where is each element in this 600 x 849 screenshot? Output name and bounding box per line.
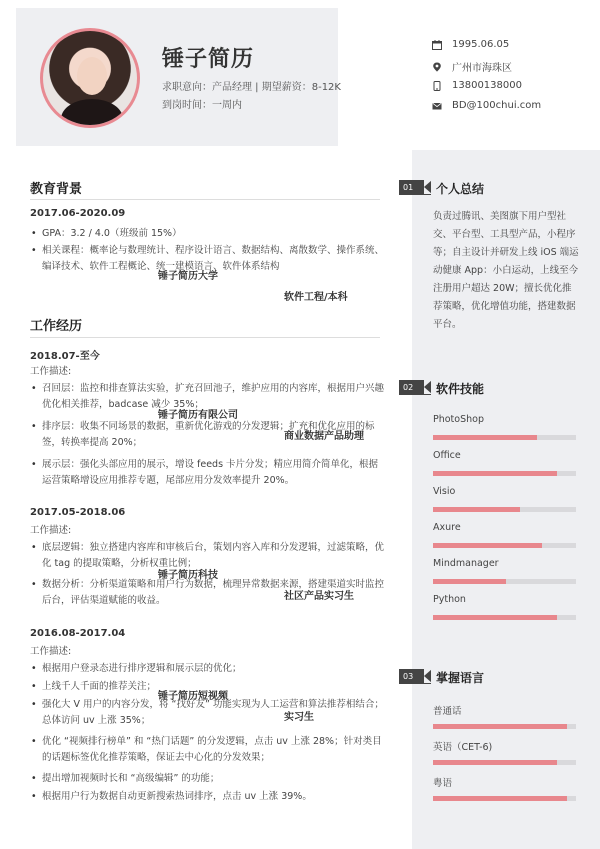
skill-label: Mindmanager <box>433 558 499 569</box>
skill-label: Office <box>433 450 461 461</box>
language-bar-fill <box>433 796 567 801</box>
skill-bar <box>433 543 576 548</box>
avatar <box>40 28 140 128</box>
candidate-name: 锤子简历 <box>162 47 255 72</box>
location-text: 广州市海珠区 <box>452 63 512 74</box>
job-item: • 根据用户登录态进行排序逻辑和展示层的优化； <box>30 661 386 677</box>
avatar-face-shape <box>77 57 107 95</box>
skill-bar <box>433 579 576 584</box>
skill-label: PhotoShop <box>433 414 484 425</box>
skill-label: Axure <box>433 522 461 533</box>
job-role: 实习生 <box>284 712 314 723</box>
job-desc-label: 工作描述: <box>30 646 72 657</box>
skill-bar-fill <box>433 615 557 620</box>
language-bar <box>433 760 576 765</box>
summary-text: 负责过腾讯、美图旗下用户型社交、平台型、工具型产品，小程序等；自主设计并研发上线 iOS 端运动健康 App：小白运动，上线至今注册用户超达 20W；擅长优化推荐策略，优化增值功能，搭建数据平台。 <box>433 211 579 330</box>
education-item: • 相关课程：概率论与数理统计、程序设计语言、数据结构、离散数学、操作系统、编译技术、软件工程概论、统一建模语言、软件体系结构 <box>30 243 386 275</box>
skill-bar-fill <box>433 543 542 548</box>
contact-birthday <box>432 39 509 50</box>
email-icon <box>432 101 442 111</box>
job-desc-label: 工作描述: <box>30 366 72 377</box>
job-item: • 数据分析：分析渠道策略和用户行为数据，梳理异常数据来源，搭建渠道实时监控后台，评估渠道赋能的收益。 <box>30 577 386 609</box>
job-item: • 根据用户行为数据自动更新搜索热词排序，点击 uv 上涨 39%。 <box>30 789 386 805</box>
avatar-shoulder-shape <box>61 99 123 128</box>
availability-line: 到岗时间：一周内 <box>162 100 242 111</box>
job-item: • 优化 “视频排行榜单” 和 “热门话题” 的分发逻辑，点击 uv 上涨 28%；针对类目的话题标签优化推荐策略，保证去中心化的分发效果； <box>30 734 386 766</box>
calendar-icon <box>432 40 442 50</box>
education-heading: 教育背景 <box>30 182 83 197</box>
language-bar-fill <box>433 760 557 765</box>
job-period: 2017.05-2018.06 <box>30 507 126 518</box>
email-text: BD@100chui.com <box>452 100 542 111</box>
divider <box>30 337 380 338</box>
location-pin-icon <box>432 62 442 72</box>
contact-phone <box>432 80 522 91</box>
summary-heading: 个人总结 <box>436 182 485 196</box>
skill-bar <box>433 615 576 620</box>
education-item: • GPA：3.2 / 4.0（班级前 15%） <box>30 226 386 242</box>
skill-bar-fill <box>433 507 520 512</box>
job-company: 锤子简历有限公司 <box>158 410 238 421</box>
job-role: 社区产品实习生 <box>284 591 354 602</box>
languages-badge: 03 <box>399 669 431 684</box>
language-label: 普通话 <box>433 706 462 717</box>
job-item: • 展示层：强化头部应用的展示，增设 feeds 卡片分发；精应用简介简单化，根据运营策略增设应用推荐专题，尾部应用分发效率提升 20%。 <box>30 457 386 489</box>
skill-label: Visio <box>433 486 456 497</box>
skills-heading: 软件技能 <box>436 382 485 396</box>
divider <box>30 199 380 200</box>
job-period: 2018.07-至今 <box>30 351 100 362</box>
job-intent-line: 求职意向：产品经理 | 期望薪资：8-12K <box>162 82 341 93</box>
job-desc-label: 工作描述: <box>30 525 72 536</box>
job-item: • 强化大 V 用户的内容分发，将 “找好友” 功能实现为人工运营和算法推荐相结合；总体访问 uv 上涨 35%； <box>30 697 386 729</box>
skill-bar <box>433 471 576 476</box>
skill-bar-fill <box>433 579 506 584</box>
skill-bar <box>433 507 576 512</box>
job-company: 锤子简历科技 <box>158 570 218 581</box>
phone-text: 13800138000 <box>452 80 522 91</box>
skill-label: Python <box>433 594 466 605</box>
job-item: • 提出增加视频时长和 “高级编辑” 的功能； <box>30 771 386 787</box>
language-bar-fill <box>433 724 567 729</box>
education-major: 软件工程/本科 <box>284 292 348 303</box>
work-heading: 工作经历 <box>30 319 83 334</box>
language-bar <box>433 796 576 801</box>
skill-bar-fill <box>433 471 557 476</box>
birthday-text: 1995.06.05 <box>452 39 510 50</box>
language-label: 粤语 <box>433 778 453 789</box>
job-item: • 上线千人千面的推荐关注； <box>30 679 386 695</box>
job-item: • 召回层：监控和排查算法实验，扩充召回池子，维护应用的内容库，根据用户兴趣优化相关推荐，badcase 减少 35%； <box>30 381 386 413</box>
skills-badge: 02 <box>399 380 431 395</box>
job-item: • 底层逻辑：独立搭建内容库和审核后台，策划内容入库和分发逻辑，过滤策略，优化 tag 的提取策略，分析权重比例； <box>30 540 386 572</box>
job-role: 商业数据产品助理 <box>284 431 364 442</box>
job-company: 锤子简历短视频 <box>158 691 228 702</box>
job-period: 2016.08-2017.04 <box>30 628 126 639</box>
skill-bar <box>433 435 576 440</box>
language-bar <box>433 724 576 729</box>
language-label: 英语（CET-6) <box>433 742 493 753</box>
summary-badge: 01 <box>399 180 431 195</box>
languages-heading: 掌握语言 <box>436 671 485 685</box>
education-period: 2017.06-2020.09 <box>30 208 126 219</box>
skill-bar-fill <box>433 435 537 440</box>
contact-email <box>432 100 541 111</box>
phone-icon <box>432 81 442 91</box>
contact-location <box>432 59 512 74</box>
education-school: 锤子简历大学 <box>158 271 218 282</box>
job-item: • 排序层：收集不同场景的数据，重新优化游戏的分发逻辑；扩充和优化应用的标签，转换率提高 20%； <box>30 419 386 451</box>
